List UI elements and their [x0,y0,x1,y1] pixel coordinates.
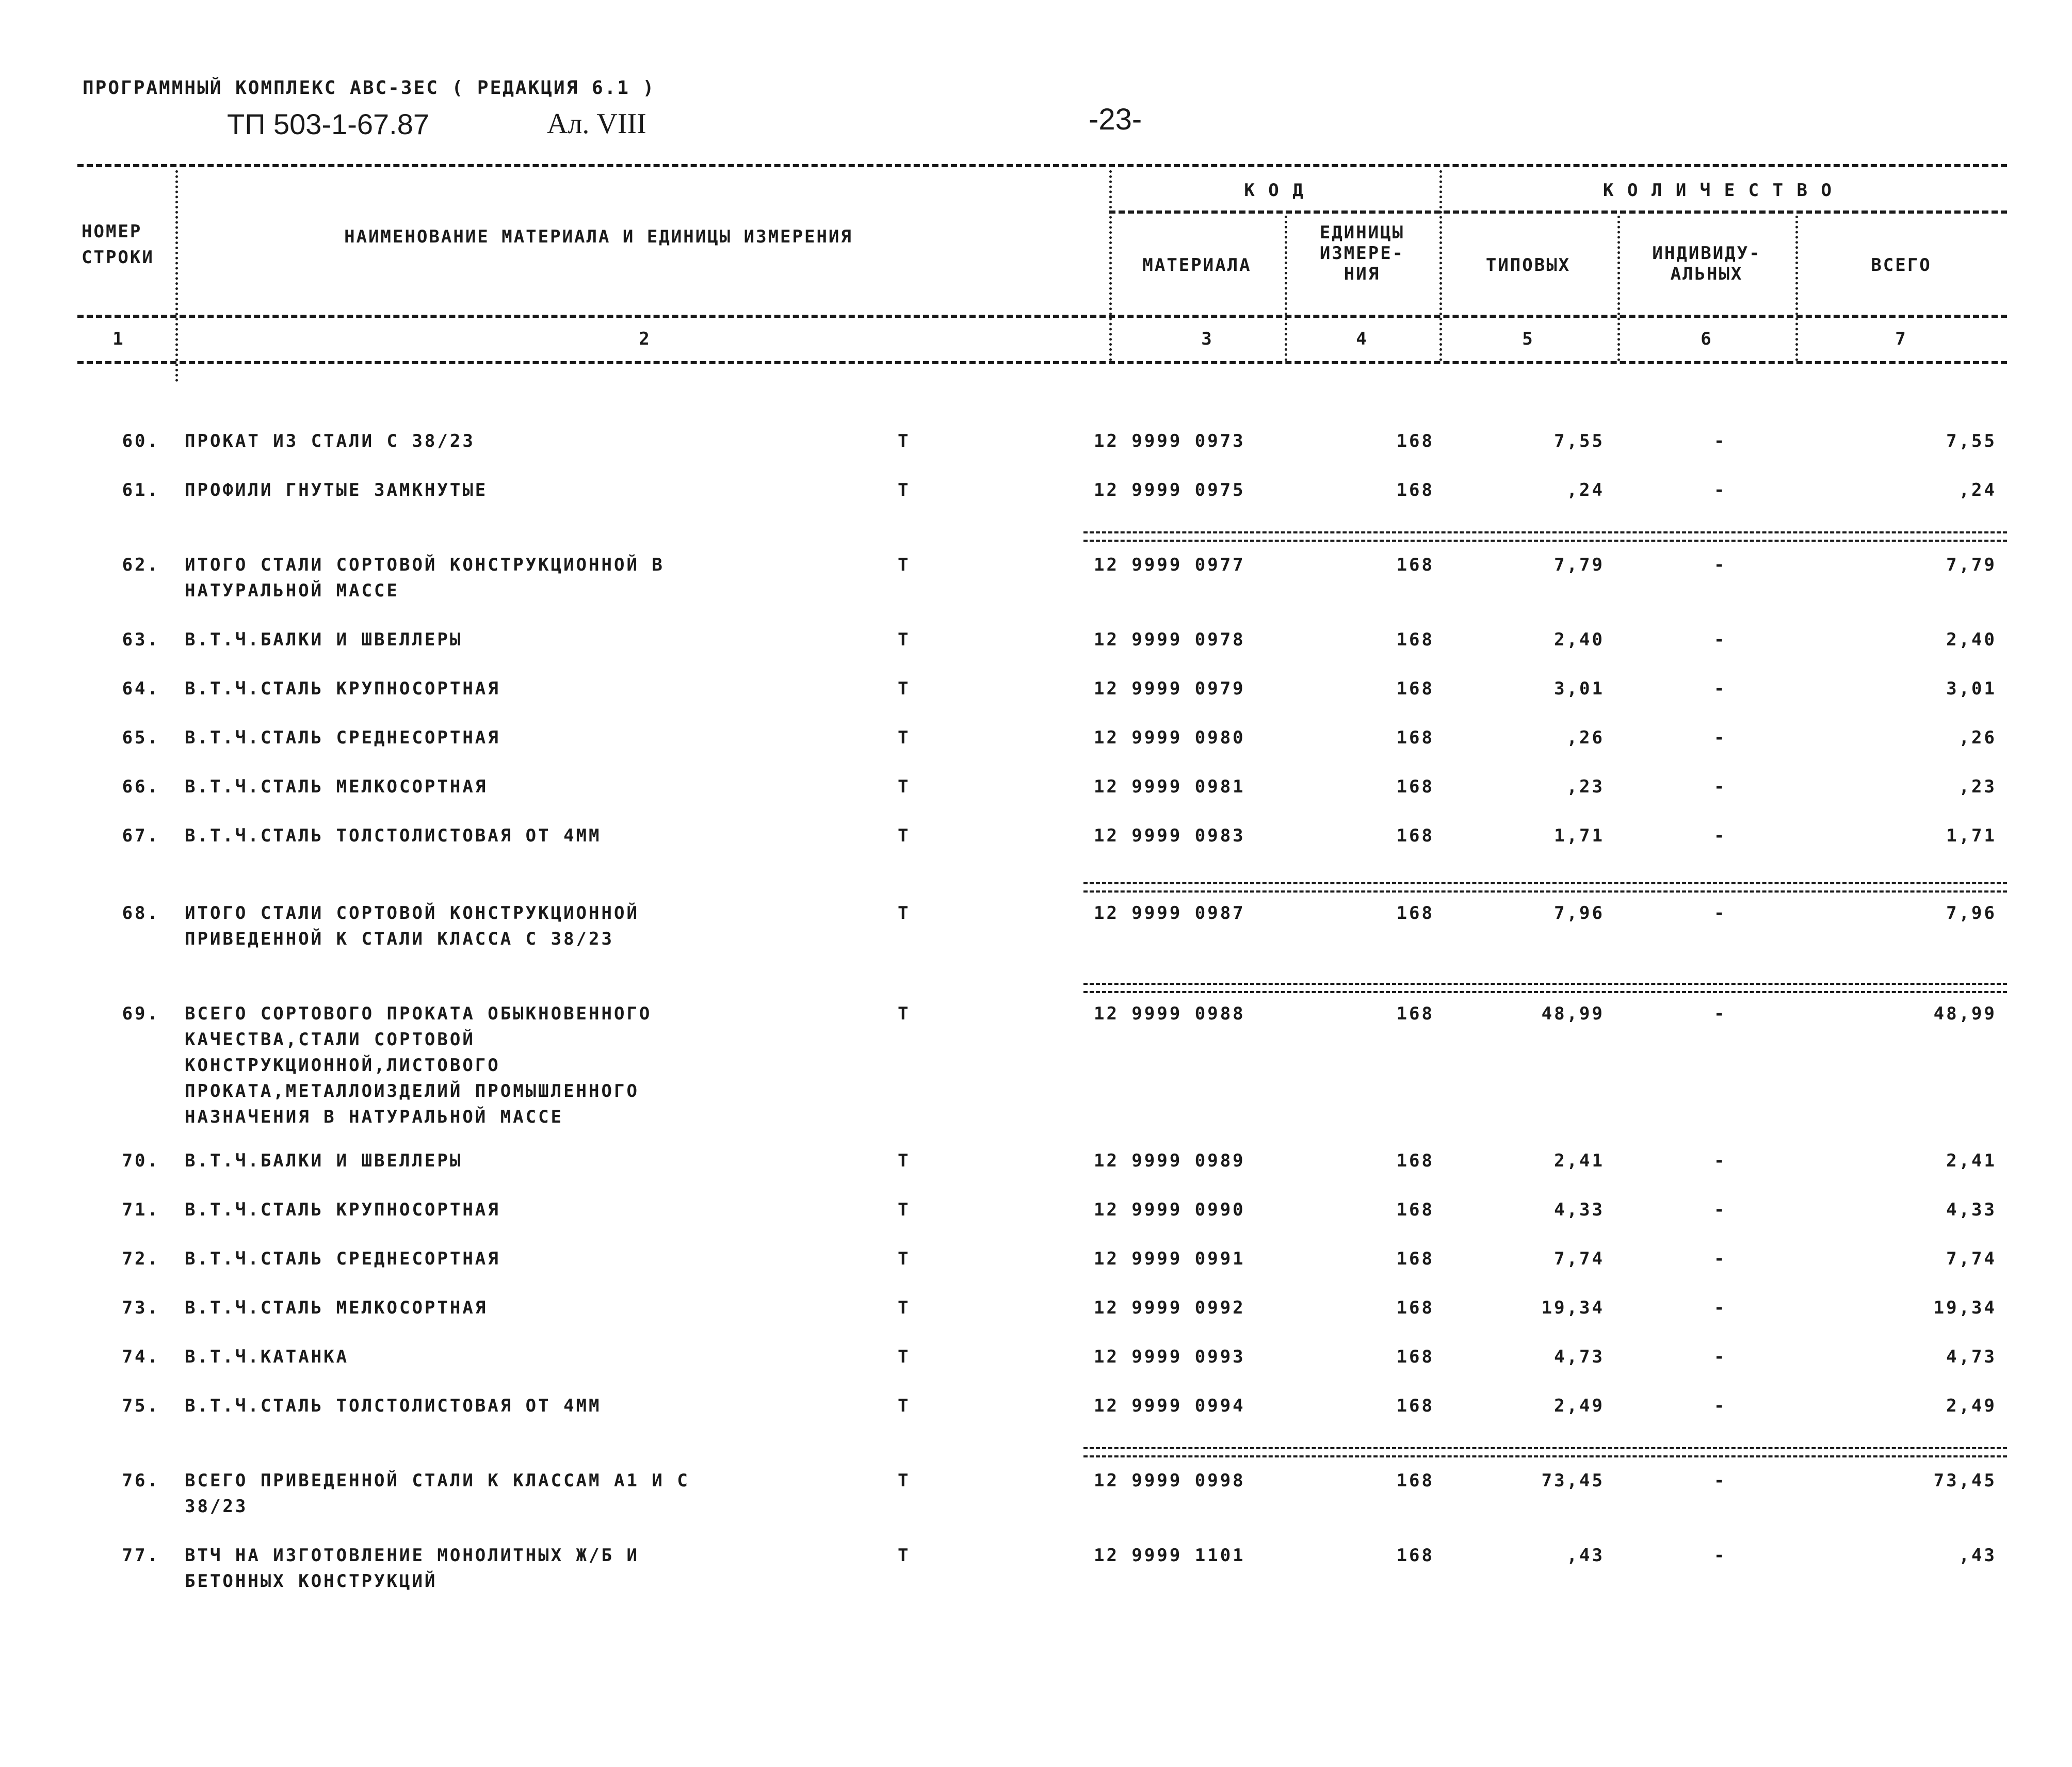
row-number: 62. [122,555,160,575]
unit-of-measure: Т [898,903,911,923]
qty-total: 2,41 [1946,1150,1997,1171]
row-number: 71. [122,1199,160,1220]
unit-of-measure: Т [898,776,911,797]
unit-code: 168 [1396,1470,1434,1491]
qty-typical: 2,40 [1554,629,1605,650]
material-name: ВСЕГО ПРИВЕДЕННОЙ СТАЛИ К КЛАССАМ А1 И С 38/23 [185,1470,690,1517]
material-name: ВТЧ НА ИЗГОТОВЛЕНИЕ МОНОЛИТНЫХ Ж/Б И БЕТОННЫХ КОНСТРУКЦИЙ [185,1545,639,1592]
header-code-material: МАТЕРИАЛА [1142,255,1252,275]
header-code-unit-3: НИЯ [1343,264,1381,284]
material-code: 12 9999 0998 [1094,1470,1245,1491]
material-code: 12 9999 0980 [1094,727,1245,748]
qty-total: 2,49 [1946,1396,1997,1416]
row-number: 70. [122,1150,160,1171]
col-divider-1 [175,170,178,382]
unit-of-measure: Т [898,1199,911,1220]
qty-total: ,26 [1958,727,1997,748]
material-name: В.Т.Ч.СТАЛЬ КРУПНОСОРТНАЯ [185,678,500,699]
col-divider-2 [1109,170,1112,361]
qty-typical: 2,49 [1554,1396,1605,1416]
material-code: 12 9999 0977 [1094,555,1245,575]
row-number: 61. [122,480,160,500]
qty-individual: - [1714,1003,1727,1024]
qty-typical: ,23 [1566,776,1605,797]
material-name: ВСЕГО СОРТОВОГО ПРОКАТА ОБЫКНОВЕННОГО КАЧЕСТВА,СТАЛИ СОРТОВОЙ КОНСТРУКЦИОННОЙ,ЛИСТОВОГО ПРОКАТА,МЕТАЛЛОИЗДЕЛИЙ ПРОМЫШЛЕННОГО НАЗНАЧЕНИЯ В НАТУРАЛЬНОЙ МАССЕ [185,1003,652,1127]
column-number-4: 4 [1356,329,1368,349]
qty-typical: 7,74 [1554,1249,1605,1269]
header-qty-individual-1: ИНДИВИДУ- [1652,243,1761,264]
unit-code: 168 [1396,1249,1434,1269]
qty-individual: - [1714,1396,1727,1416]
row-number: 76. [122,1470,160,1491]
material-code: 12 9999 0973 [1094,431,1245,451]
unit-code: 168 [1396,1396,1434,1416]
qty-total: 4,73 [1946,1347,1997,1367]
qty-total: 4,33 [1946,1199,1997,1220]
material-code: 12 9999 0990 [1094,1199,1245,1220]
qty-individual: - [1714,1347,1727,1367]
qty-total: 2,40 [1946,629,1997,650]
header-qty-total: ВСЕГО [1871,255,1932,275]
material-code: 12 9999 0987 [1094,903,1245,923]
qty-total: 7,74 [1946,1249,1997,1269]
row-number: 68. [122,903,160,923]
unit-of-measure: Т [898,1298,911,1318]
material-name: В.Т.Ч.КАТАНКА [185,1347,349,1367]
qty-typical: 7,79 [1554,555,1605,575]
qty-typical: 4,73 [1554,1347,1605,1367]
unit-of-measure: Т [898,480,911,500]
qty-total: 3,01 [1946,678,1997,699]
qty-typical: 19,34 [1541,1298,1605,1318]
qty-typical: ,26 [1566,727,1605,748]
qty-individual: - [1714,776,1727,797]
qty-individual: - [1714,1298,1727,1318]
qty-individual: - [1714,903,1727,923]
material-code: 12 9999 0981 [1094,776,1245,797]
qty-typical: 3,01 [1554,678,1605,699]
material-code: 12 9999 0989 [1094,1150,1245,1171]
material-name: В.Т.Ч.СТАЛЬ ТОЛСТОЛИСТОВАЯ ОТ 4ММ [185,1396,602,1416]
qty-typical: 4,33 [1554,1199,1605,1220]
material-code: 12 9999 0988 [1094,1003,1245,1024]
qty-individual: - [1714,1150,1727,1171]
qty-individual: - [1714,727,1727,748]
unit-code: 168 [1396,678,1434,699]
material-name: ИТОГО СТАЛИ СОРТОВОЙ КОНСТРУКЦИОННОЙ В НАТУРАЛЬНОЙ МАССЕ [185,555,665,601]
qty-individual: - [1714,480,1727,500]
col-divider-4 [1439,170,1442,361]
row-number: 63. [122,629,160,650]
unit-code: 168 [1396,776,1434,797]
qty-individual: - [1714,555,1727,575]
qty-typical: 1,71 [1554,825,1605,846]
qty-individual: - [1714,678,1727,699]
row-number: 69. [122,1003,160,1024]
unit-of-measure: Т [898,1545,911,1566]
qty-total: 73,45 [1933,1470,1997,1491]
col-divider-3 [1285,216,1287,361]
unit-of-measure: Т [898,825,911,846]
qty-total: 7,79 [1946,555,1997,575]
row-number: 77. [122,1545,160,1566]
unit-code: 168 [1396,825,1434,846]
unit-of-measure: Т [898,1396,911,1416]
header-code-unit-2: ИЗМЕРЕ- [1319,243,1405,264]
row-number: 72. [122,1249,160,1269]
qty-typical: ,24 [1566,480,1605,500]
material-name: В.Т.Ч.СТАЛЬ СРЕДНЕСОРТНАЯ [185,1249,500,1269]
col-divider-6 [1795,216,1798,361]
header-code-group: К О Д [1244,180,1305,201]
row-number: 66. [122,776,160,797]
subtotal-separator [1083,1447,2007,1457]
album-label: Ал. VIII [547,108,646,140]
row-number: 60. [122,431,160,451]
unit-of-measure: Т [898,1003,911,1024]
unit-code: 168 [1396,1150,1434,1171]
material-code: 12 9999 0983 [1094,825,1245,846]
unit-code: 168 [1396,1199,1434,1220]
material-name: В.Т.Ч.СТАЛЬ МЕЛКОСОРТНАЯ [185,776,488,797]
qty-total: 7,96 [1946,903,1997,923]
column-number-3: 3 [1201,329,1213,349]
unit-of-measure: Т [898,727,911,748]
document-code: ТП 503-1-67.87 [227,108,430,140]
unit-of-measure: Т [898,431,911,451]
row-number: 64. [122,678,160,699]
material-name: В.Т.Ч.БАЛКИ И ШВЕЛЛЕРЫ [185,629,463,650]
col-divider-5 [1617,216,1620,361]
qty-typical: 48,99 [1541,1003,1605,1024]
unit-of-measure: Т [898,555,911,575]
qty-total: ,24 [1958,480,1997,500]
qty-total: 7,55 [1946,431,1997,451]
unit-code: 168 [1396,1347,1434,1367]
qty-total: 1,71 [1946,825,1997,846]
qty-individual: - [1714,431,1727,451]
qty-typical: 7,96 [1554,903,1605,923]
unit-of-measure: Т [898,1347,911,1367]
material-name: В.Т.Ч.СТАЛЬ МЕЛКОСОРТНАЯ [185,1298,488,1318]
header-bottom-border [77,315,2007,318]
unit-of-measure: Т [898,1249,911,1269]
material-code: 12 9999 0975 [1094,480,1245,500]
qty-individual: - [1714,1545,1727,1566]
qty-typical: 2,41 [1554,1150,1605,1171]
unit-of-measure: Т [898,1470,911,1491]
material-name: ИТОГО СТАЛИ СОРТОВОЙ КОНСТРУКЦИОННОЙ ПРИВЕДЕННОЙ К СТАЛИ КЛАССА С 38/23 [185,903,639,949]
material-code: 12 9999 0978 [1094,629,1245,650]
row-number: 75. [122,1396,160,1416]
unit-code: 168 [1396,903,1434,923]
row-number: 65. [122,727,160,748]
qty-total: 19,34 [1933,1298,1997,1318]
material-name: ПРОФИЛИ ГНУТЫЕ ЗАМКНУТЫЕ [185,480,488,500]
unit-code: 168 [1396,1545,1434,1566]
material-name: ПРОКАТ ИЗ СТАЛИ С 38/23 [185,431,475,451]
unit-code: 168 [1396,629,1434,650]
unit-of-measure: Т [898,678,911,699]
qty-total: 48,99 [1933,1003,1997,1024]
row-number: 74. [122,1347,160,1367]
header-row-number-1: НОМЕР [82,221,142,242]
unit-code: 168 [1396,727,1434,748]
column-number-5: 5 [1522,329,1534,349]
material-code: 12 9999 0994 [1094,1396,1245,1416]
material-code: 12 9999 0979 [1094,678,1245,699]
qty-total: ,43 [1958,1545,1997,1566]
column-number-6: 6 [1701,329,1713,349]
group-divider [1109,210,2007,214]
header-name: НАИМЕНОВАНИЕ МАТЕРИАЛА И ЕДИНИЦЫ ИЗМЕРЕНИЯ [344,226,853,247]
table-top-border [77,164,2007,167]
material-name: В.Т.Ч.СТАЛЬ ТОЛСТОЛИСТОВАЯ ОТ 4ММ [185,825,602,846]
subtotal-separator [1083,531,2007,542]
qty-individual: - [1714,629,1727,650]
system-header: ПРОГРАММНЫЙ КОМПЛЕКС АВС-3ЕС ( РЕДАКЦИЯ 6.1 ) [83,77,656,99]
qty-individual: - [1714,1199,1727,1220]
column-number-7: 7 [1895,329,1907,349]
header-row-number-2: СТРОКИ [82,247,154,268]
qty-typical: 73,45 [1541,1470,1605,1491]
qty-typical: ,43 [1566,1545,1605,1566]
qty-individual: - [1714,825,1727,846]
unit-code: 168 [1396,1003,1434,1024]
colnum-bottom-border [77,361,2007,364]
unit-code: 168 [1396,1298,1434,1318]
qty-typical: 7,55 [1554,431,1605,451]
column-number-2: 2 [639,329,651,349]
header-code-unit-1: ЕДИНИЦЫ [1319,222,1405,243]
row-number: 67. [122,825,160,846]
material-code: 12 9999 0992 [1094,1298,1245,1318]
material-code: 12 9999 0993 [1094,1347,1245,1367]
page-number: -23- [1089,103,1142,136]
subtotal-separator [1083,882,2007,893]
header-qty-typical: ТИПОВЫХ [1485,255,1571,275]
material-name: В.Т.Ч.СТАЛЬ СРЕДНЕСОРТНАЯ [185,727,500,748]
unit-of-measure: Т [898,629,911,650]
row-number: 73. [122,1298,160,1318]
material-name: В.Т.Ч.СТАЛЬ КРУПНОСОРТНАЯ [185,1199,500,1220]
unit-code: 168 [1396,480,1434,500]
qty-individual: - [1714,1249,1727,1269]
unit-code: 168 [1396,431,1434,451]
header-qty-group: К О Л И Ч Е С Т В О [1603,180,1833,201]
material-code: 12 9999 1101 [1094,1545,1245,1566]
unit-of-measure: Т [898,1150,911,1171]
header-qty-individual-2: АЛЬНЫХ [1670,264,1743,284]
material-code: 12 9999 0991 [1094,1249,1245,1269]
subtotal-separator [1083,983,2007,993]
qty-individual: - [1714,1470,1727,1491]
qty-total: ,23 [1958,776,1997,797]
column-number-1: 1 [112,329,125,349]
unit-code: 168 [1396,555,1434,575]
material-name: В.Т.Ч.БАЛКИ И ШВЕЛЛЕРЫ [185,1150,463,1171]
